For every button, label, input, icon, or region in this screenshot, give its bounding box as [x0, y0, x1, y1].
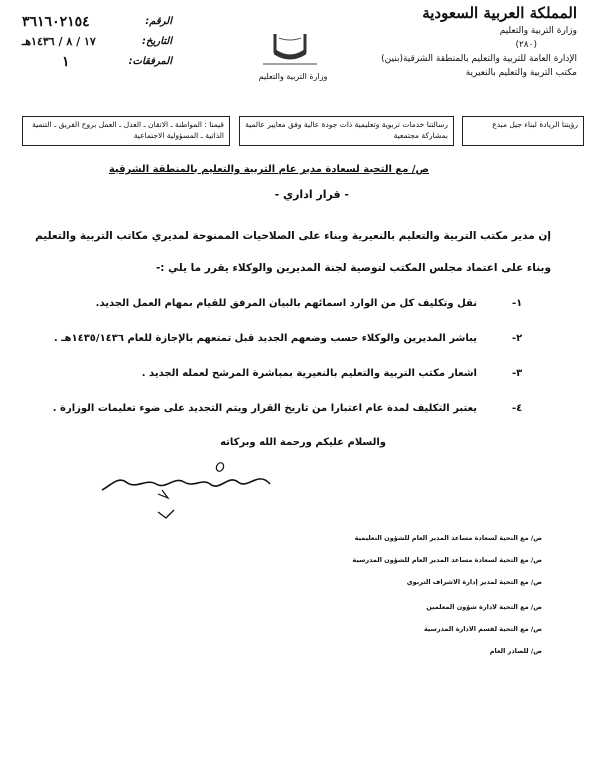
copy-recipient: ص/ مع التحية لسعادة مساعد المدير العام للشؤون التعليمية — [354, 534, 542, 542]
signature-mark — [156, 508, 176, 520]
directorate-name: الإدارة العامة للتربية والتعليم بالمنطقة الشرقية(بنين) — [381, 54, 577, 64]
reference-label: الرقم: — [145, 16, 172, 27]
mission-box: رسالتنا خدمات تربوية وتعليمية ذات جودة عالية وفق معايير عالمية بمشاركة مجتمعية — [239, 116, 454, 146]
logo-caption: وزارة التربية والتعليم — [258, 72, 328, 81]
item-text: يباشر المديرين والوكلاء حسب وضعهم الجديد قبل تمتعهم بالإجازة للعام ١٤٣٥/١٤٣٦هـ . — [53, 333, 477, 344]
attachments-row — [22, 52, 172, 72]
ministry-name: وزارة التربية والتعليم — [499, 26, 577, 36]
date-row — [22, 32, 172, 52]
handwritten-signature — [98, 460, 273, 500]
item-number: ١- — [512, 298, 523, 309]
item-text: اشعار مكتب التربية والتعليم بالنعيرية بمباشرة المرشح لعمله الجديد . — [141, 368, 477, 379]
item-number: ٤- — [512, 403, 523, 414]
ministry-code: (٢٨٠) — [515, 40, 537, 50]
reference-number: ٣٦١٦٠٢١٥٤ — [22, 14, 90, 30]
office-name: مكتب التربية والتعليم بالنعيرية — [465, 68, 577, 78]
closing: والسلام عليكم ورحمة الله وبركاته — [220, 437, 386, 448]
kingdom-title: المملكة العربية السعودية — [422, 4, 577, 22]
values-box: قيمنا : المواطنة ـ الاتقان ـ العدل ـ العمل بروح الفريق ـ التنمية الذاتية ـ المسؤولية الاجتماعية — [22, 116, 230, 146]
item-number: ٣- — [512, 368, 523, 379]
letterhead-left — [22, 12, 172, 72]
reference-row — [22, 12, 172, 32]
addressee: ص/ مع التحية لسعادة مدير عام التربية والتعليم بالمنطقة الشرقية — [108, 164, 429, 175]
copy-recipient: ص/ مع التحية لادارة شؤون المعلمين — [426, 603, 542, 611]
date-label: التاريخ: — [142, 36, 172, 47]
item-text: نقل وتكليف كل من الوارد اسمائهم بالبيان المرفق للقيام بمهام العمل الجديد. — [95, 298, 477, 309]
copy-recipient: ص/ مع التحية لقسم الادارة المدرسية — [423, 625, 542, 633]
letterhead-right — [367, 6, 577, 80]
subject: - قرار اداري - — [274, 188, 349, 201]
date-value: ١٧ / ٨ / ١٤٣٦هـ — [22, 35, 96, 48]
copy-recipient: ص/ للصادر العام — [489, 647, 542, 655]
vision-box: رؤيتنا الريادة لبناء جيل مبدع — [462, 116, 584, 146]
attachments-count: ١ — [62, 54, 70, 70]
item-text: يعتبر التكليف لمدة عام اعتبارا من تاريخ القرار ويتم التجديد على ضوء تعليمات الوزارة . — [52, 403, 477, 414]
intro-line-1: إن مدير مكتب التربية والتعليم بالنعيرية وبناء على الصلاحيات الممنوحة لمديري مكاتب التربية والتعليم — [35, 230, 551, 242]
ministry-logo-icon — [255, 28, 325, 68]
intro-line-2: وبناء على اعتماد مجلس المكتب لتوصية لجنة المديرين والوكلاء يقرر ما يلي :- — [155, 262, 551, 274]
attachments-label: المرفقات: — [128, 56, 172, 67]
item-number: ٢- — [512, 333, 523, 344]
copy-recipient: ص/ مع التحية لمدير إدارة الاشراف التربوي — [406, 578, 542, 586]
copy-recipient: ص/ مع التحية لسعادة مساعد المدير العام للشؤون المدرسية — [352, 556, 542, 564]
